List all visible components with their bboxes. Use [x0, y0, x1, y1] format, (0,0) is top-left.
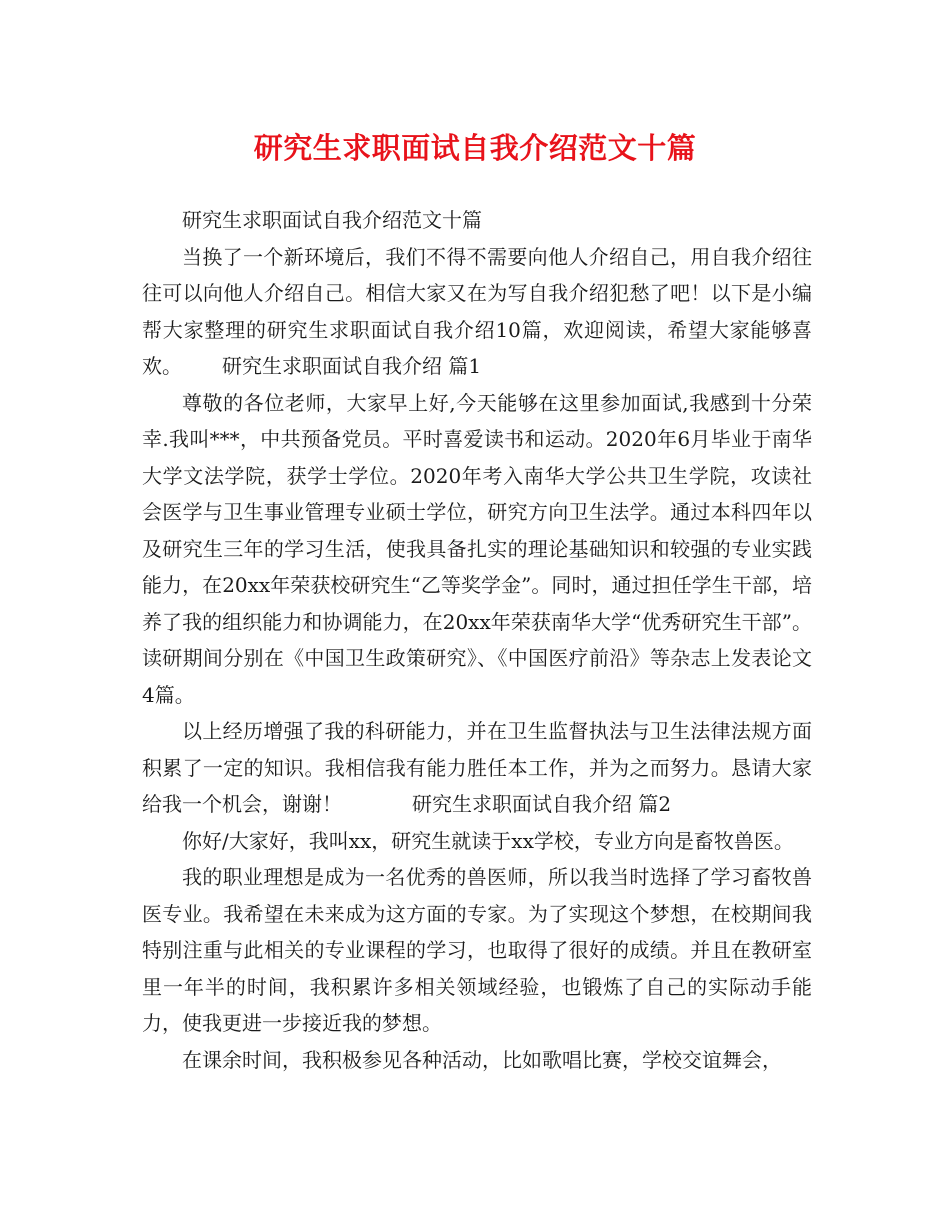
- paragraph-body: [142, 1042, 812, 1079]
- paragraph-text: 我的职业理想是成为一名优秀的兽医师，所以我当时选择了学习畜牧兽医专业。我希望在未来成为这方面的专家。为了实现这个梦想，在校期间我特别注重与此相关的专业课程的学习，也取得了很好的成绩。并且在教研室里一年半的时间，我积累许多相关领域经验，也锻炼了自己的实际动手能力，使我更进一步接近我的梦想。: [142, 865, 812, 1035]
- paragraph-body: [142, 713, 812, 823]
- paragraph-intro: [142, 239, 812, 385]
- paragraph-text: 在课余时间，我积极参见各种活动，比如歌唱比赛，学校交谊舞会，: [182, 1047, 782, 1072]
- document-title: 研究生求职面试自我介绍范文十篇: [253, 131, 697, 165]
- paragraph-text: 研究生求职面试自我介绍范文十篇: [182, 208, 482, 232]
- paragraph-body: [142, 385, 812, 714]
- document-body: [142, 202, 812, 1078]
- section-heading-2: 研究生求职面试自我介绍 篇2: [412, 792, 672, 816]
- paragraph-text: 尊敬的各位老师，大家早上好,今天能够在这里参加面试,我感到十分荣幸.我叫***，中共预备党员。平时喜爱读书和运动。2020年6月毕业于南华大学文法学院，获学士学位。2020年考入南华大学公共卫生学院，攻读社会医学与卫生事业管理专业硕士学位，研究方向卫生法学。通过本科四年以及研究生三年的学习生活，使我具备扎实的理论基础知识和较强的专业实践能力，在20xx年荣获校研究生“乙等奖学金”。同时，通过担任学生干部，培养了我的组织能力和协调能力，在20xx年荣获南华大学“优秀研究生干部”。读研期间分别在《中国卫生政策研究》、《中国医疗前沿》等杂志上发表论文4篇。: [142, 390, 812, 707]
- paragraph-body: [142, 859, 812, 1042]
- section-heading-1: 研究生求职面试自我介绍 篇1: [222, 354, 482, 378]
- paragraph-text: 以上经历增强了我的科研能力，并在卫生监督执法与卫生法律法规方面积累了一定的知识。我相信我有能力胜任本工作，并为之而努力。恳请大家给我一个机会，谢谢！: [142, 719, 812, 816]
- paragraph-subtitle: [142, 202, 812, 239]
- paragraph-text: 当换了一个新环境后，我们不得不需要向他人介绍自己，用自我介绍往往可以向他人介绍自己。相信大家又在为写自我介绍犯愁了吧！以下是小编帮大家整理的研究生求职面试自我介绍10篇，欢迎阅读，希望大家能够喜欢。: [142, 244, 812, 378]
- paragraph-text: 你好/大家好，我叫xx，研究生就读于xx学校，专业方向是畜牧兽医。: [182, 828, 794, 853]
- paragraph-body: [142, 823, 812, 860]
